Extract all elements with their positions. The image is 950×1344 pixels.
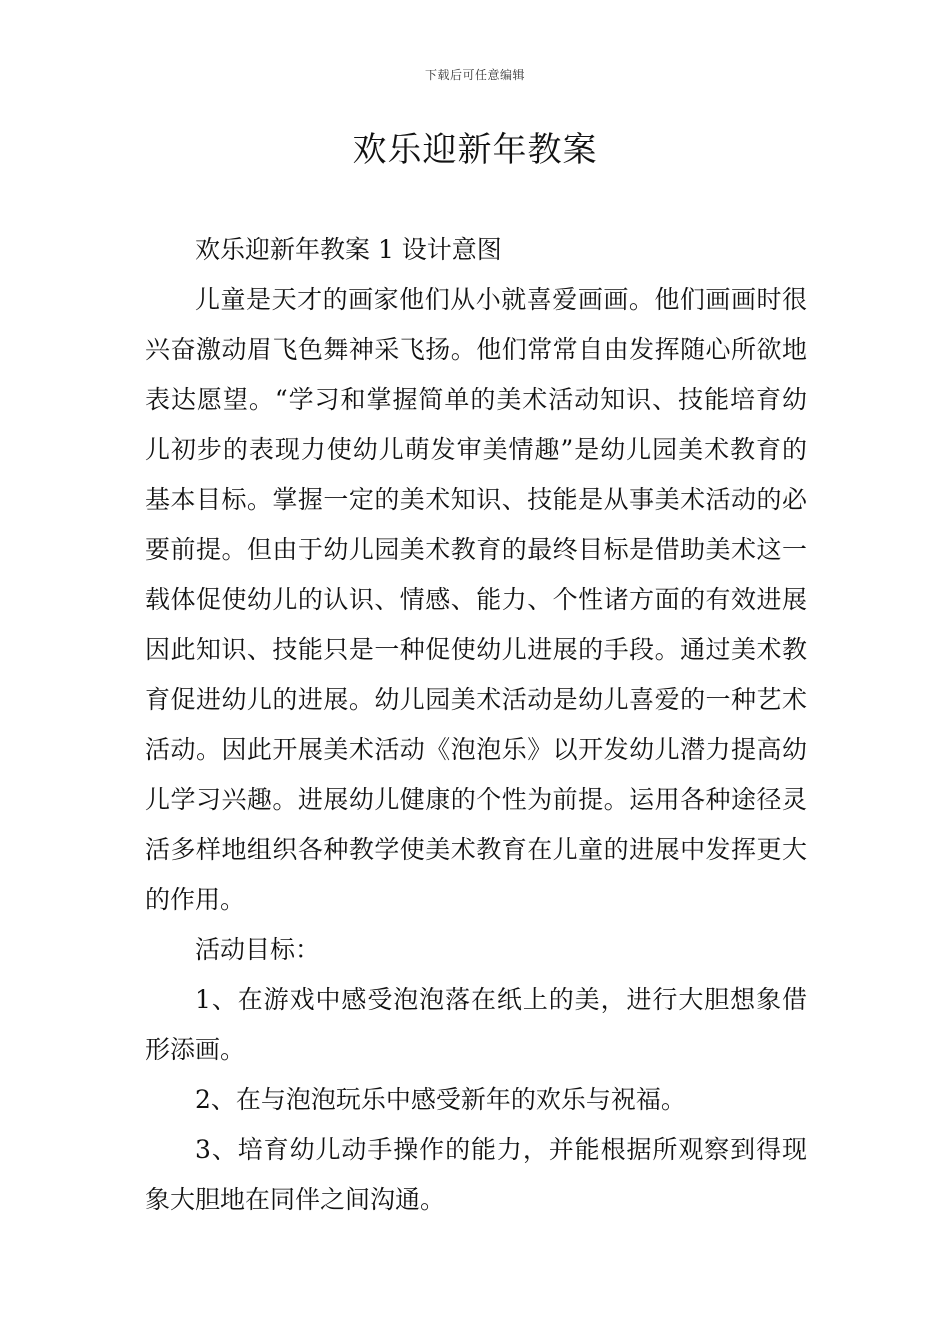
objectives-heading: 活动目标：: [195, 935, 321, 964]
objective-item-2: 2、在与泡泡玩乐中感受新年的欢乐与祝福。: [195, 1085, 686, 1114]
document-body: [145, 225, 807, 1225]
design-intent-paragraph: 儿童是天才的画家他们从小就喜爱画画。他们画画时很兴奋激动眉飞色舞神采飞扬。他们常常自由发挥随心所欲地表达愿望。“学习和掌握简单的美术活动知识、技能培育幼儿初步的表现力使幼儿萌发审美情趣”是幼儿园美术教育的基本目标。掌握一定的美术知识、技能是从事美术活动的必要前提。但由于幼儿园美术教育的最终目标是借助美术这一载体促使幼儿的认识、情感、能力、个性诸方面的有效进展因此知识、技能只是一种促使幼儿进展的手段。通过美术教育促进幼儿的进展。幼儿园美术活动是幼儿喜爱的一种艺术活动。因此开展美术活动《泡泡乐》以开发幼儿潜力提高幼儿学习兴趣。进展幼儿健康的个性为前提。运用各种途径灵活多样地组织各种教学使美术教育在儿童的进展中发挥更大的作用。: [145, 285, 807, 914]
document-title: 欢乐迎新年教案: [352, 130, 598, 170]
objective-item-1: 1、在游戏中感受泡泡落在纸上的美，进行大胆想象借形添画。: [145, 985, 807, 1064]
header-note: 下载后可任意编辑: [424, 68, 525, 82]
objective-item-3: 3、培育幼儿动手操作的能力，并能根据所观察到得现象大胆地在同伴之间沟通。: [145, 1135, 807, 1214]
section-heading: 欢乐迎新年教案 1 设计意图: [195, 235, 502, 264]
